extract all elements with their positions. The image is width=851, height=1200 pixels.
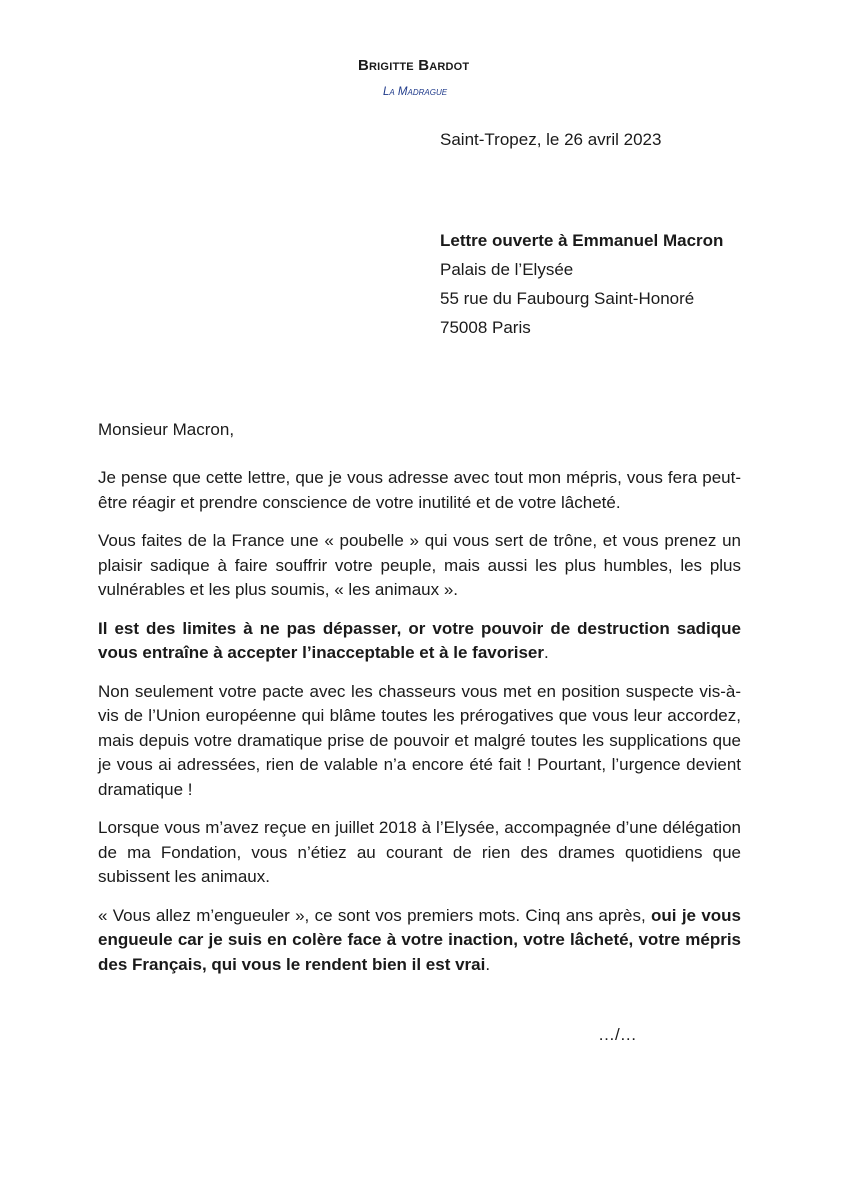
paragraph-5: Lorsque vous m’avez reçue en juillet 2018 à l’Elysée, accompagnée d’une délégation de ma Fondation, vous n’étiez au courant de rien des drames quotidiens que subissent les animaux. (98, 818, 741, 886)
paragraph-4: Non seulement votre pacte avec les chasseurs vous met en position suspecte vis-à-vis de l’Union européenne qui blâme toutes les prérogatives que vous leur accordez, mais depuis votre dramatique prise de pouvoir et malgré toutes les supplications que je vous ai adressées, rien de valable n’a encore été fait ! Pourtant, l’urgence devient dramatique ! (98, 681, 741, 799)
salutation: Monsieur Macron, (98, 420, 235, 439)
recipient-line: Lettre ouverte à Emmanuel Macron (440, 231, 724, 250)
paragraph-6-bold: oui je vous engueule car je suis en colère face à votre inaction, votre lâcheté, votre mépris des Français, qui vous le rendent bien il est vrai (98, 905, 741, 974)
address-line-2: 55 rue du Faubourg Saint-Honoré (440, 289, 695, 308)
continuation-mark: …/… (598, 1025, 637, 1044)
letterhead-name: Brigitte Bardot (358, 57, 470, 74)
paragraph-1: Je pense que cette lettre, que je vous adresse avec tout mon mépris, vous fera peut-être réagir et prendre conscience de votre inutilité et de votre lâcheté. (98, 468, 741, 512)
paragraph-6-end: . (485, 954, 491, 974)
address-block (440, 226, 723, 342)
address-line-3: 75008 Paris (440, 318, 531, 337)
address-line-1: Palais de l’Elysée (440, 260, 574, 279)
date-line: Saint-Tropez, le 26 avril 2023 (440, 130, 662, 149)
paragraph-2: Vous faites de la France une « poubelle » qui vous sert de trône, et vous prenez un plaisir sadique à faire souffrir votre peuple, mais aussi les plus humbles, les plus vulnérables et les plus soumis, « les animaux ». (98, 531, 741, 599)
paragraph-3-end: . (543, 643, 549, 662)
paragraph-6-start: « Vous allez m’engueuler », ce sont vos premiers mots. Cinq ans après, (98, 905, 651, 925)
paragraph-3 (98, 617, 741, 666)
letter-body (98, 466, 741, 991)
letterhead-place: La Madrague (383, 86, 448, 98)
paragraph-6 (98, 904, 741, 978)
paragraph-3-bold: Il est des limites à ne pas dépasser, or votre pouvoir de destruction sadique vous entraîne à accepter l’inacceptable et à le favoriser (98, 618, 741, 662)
